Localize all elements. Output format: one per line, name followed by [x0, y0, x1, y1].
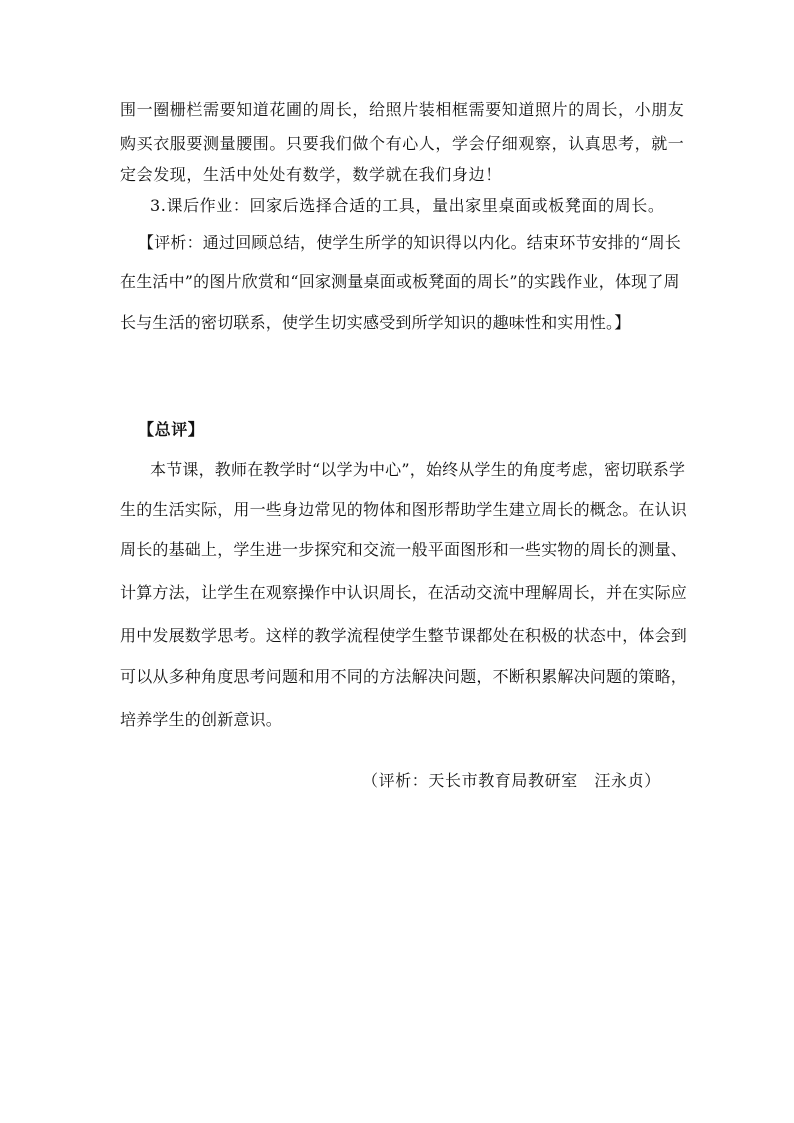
summary-line: 生的生活实际，用一些身边常见的物体和图形帮助学生建立周长的概念。在认识 [120, 500, 688, 519]
commentary-line: 长与生活的密切联系，使学生切实感受到所学知识的趣味性和实用性。】 [120, 313, 631, 332]
body-text-line: 围一圈栅栏需要知道花圃的周长，给照片装相框需要知道照片的周长，小朋友 [120, 100, 685, 119]
homework-text: 3.课后作业：回家后选择合适的工具，量出家里桌面或板凳面的周长。 [150, 196, 665, 215]
commentary-line: 在生活中”的图片欣赏和“回家测量桌面或板凳面的周长”的实践作业，体现了周 [120, 272, 680, 291]
commentary-line: 【评析：通过回顾总结，使学生所学的知识得以内化。结束环节安排的“周长 [138, 233, 681, 252]
summary-line: 可以从多种角度思考问题和用不同的方法解决问题，不断积累解决问题的策略， [120, 667, 688, 686]
summary-line: 本节课，教师在教学时“以学为中心”，始终从学生的角度考虑，密切联系学 [150, 460, 686, 479]
summary-line: 计算方法，让学生在观察操作中认识周长，在活动交流中理解周长，并在实际应 [120, 583, 688, 602]
summary-line: 培养学生的创新意识。 [120, 710, 283, 729]
summary-line: 周长的基础上，学生进一步探究和交流一般平面图形和一些实物的周长的测量、 [120, 540, 688, 559]
body-text-line: 购买衣服要测量腰围。只要我们做个有心人，学会仔细观察，认真思考，就一 [120, 134, 685, 153]
summary-line: 用中发展数学思考。这样的教学流程使学生整节课都处在积极的状态中，体会到 [120, 626, 688, 645]
body-text-line: 定会发现，生活中处处有数学，数学就在我们身边！ [120, 165, 502, 184]
reviewer-signature: （评析：天长市教育局教研室 汪永贞） [362, 771, 661, 790]
summary-heading: 【总评】 [138, 420, 205, 439]
